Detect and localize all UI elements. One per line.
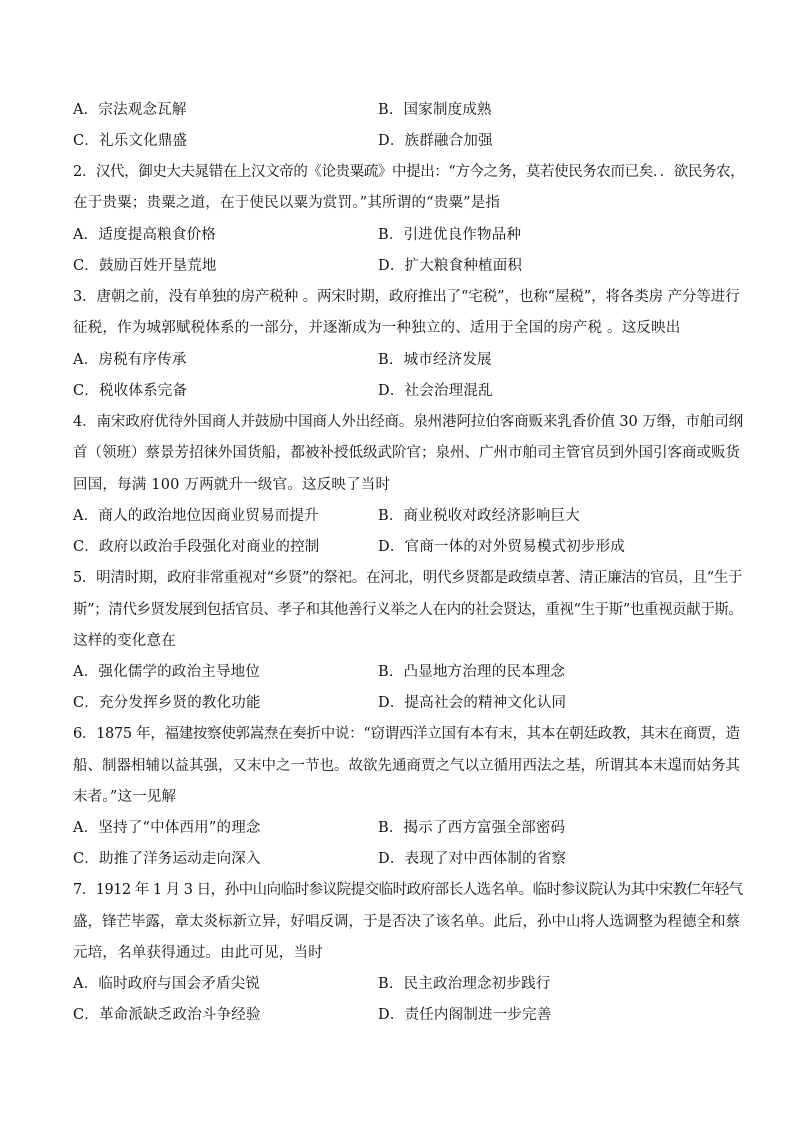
q2-option-d: D．扩大粮食种植面积: [378, 258, 523, 274]
q1-option-a: A．宗法观念瓦解: [73, 102, 187, 118]
q6-stem-line-1: 6．1875 年，福建按察使郭嵩焘在奏折中说：“窃谓西洋立国有本有末，其本在朝廷政教，其末在商贾，造: [73, 726, 740, 742]
q7-stem-line-3: 元培，名单获得通过。由此可见，当时: [73, 945, 323, 961]
q3-option-b: B．城市经济发展: [378, 352, 492, 368]
q6-stem-line-2: 船、制器相辅以益其强，又末中之一节也。故欲先通商贾之气以立循用西法之基，所谓其本末遑而姑务其: [73, 758, 740, 774]
q3-option-c: C．税收体系完备: [73, 383, 188, 399]
q5-stem-line-2: 斯”；清代乡贤发展到包括官员、孝子和其他善行义举之人在内的社会贤达，重视“生于斯”也重视贡献于斯。: [73, 602, 743, 618]
q5-option-c: C．充分发挥乡贤的教化功能: [73, 695, 261, 711]
q4-option-a: A．商人的政治地位因商业贸易而提升: [73, 508, 319, 524]
q5-stem-line-3: 这样的变化意在: [73, 633, 176, 649]
q2-option-b: B．引进优良作物品种: [378, 227, 522, 243]
q6-option-b: B．揭示了西方富强全部密码: [378, 820, 566, 836]
q6-option-a: A．坚持了“中体西用”的理念: [73, 820, 261, 836]
q2-option-a: A．适度提高粮食价格: [73, 227, 216, 243]
q2-stem-line-2: 在于贵粟；贵粟之道，在于使民以粟为赏罚。”其所谓的“贵粟”是指: [73, 195, 501, 211]
q4-stem-line-3: 回国，每满 100 万两就升一级官。这反映了当时: [73, 477, 391, 493]
q7-stem-line-2: 盛，锋芒毕露，章太炎标新立异，好唱反调，于是否决了该名单。此后，孙中山将人选调整为程德全和蔡: [73, 914, 740, 930]
q4-option-b: B．商业税收对政经济影响巨大: [378, 508, 580, 524]
q7-option-d: D．责任内阁制进一步完善: [378, 1007, 552, 1023]
q5-option-b: B．凸显地方治理的民本理念: [378, 664, 566, 680]
q2-stem-line-1: 2．汉代，御史大夫晁错在上汉文帝的《论贵粟疏》中提出：“方今之务，莫若使民务农而已矣．．欲民务农，: [73, 164, 745, 180]
q5-stem-line-1: 5．明清时期，政府非常重视对“乡贤”的祭祀。在河北，明代乡贤都是政绩卓著、清正廉洁的官员，且“生于: [73, 570, 743, 586]
q2-option-c: C．鼓励百姓开垦荒地: [73, 258, 217, 274]
q7-option-a: A．临时政府与国会矛盾尖锐: [73, 976, 261, 992]
q4-stem-line-2: 首（领班）蔡景芳招徕外国货船，都被补授低级武阶官；泉州、广州市舶司主管官员到外国引客商或贩货: [73, 445, 740, 461]
q1-option-c: C．礼乐文化鼎盛: [73, 133, 188, 149]
q4-option-c: C．政府以政治手段强化对商业的控制: [73, 539, 320, 555]
q3-option-a: A．房税有序传承: [73, 352, 187, 368]
q5-option-a: A．强化儒学的政治主导地位: [73, 664, 261, 680]
q7-stem-line-1: 7．1912 年 1 月 3 日，孙中山向临时参议院提交临时政府部长人选名单。临时参议院认为其中宋教仁年轻气: [73, 882, 743, 898]
q6-option-c: C．助推了洋务运动走向深入: [73, 851, 261, 867]
q3-stem-line-2: 征税，作为城郭赋税体系的一部分，并逐渐成为一种独立的、适用于全国的房产税 。这反映出: [73, 320, 681, 336]
q3-option-d: D．社会治理混乱: [378, 383, 493, 399]
q4-option-d: D．官商一体的对外贸易模式初步形成: [378, 539, 626, 555]
q1-option-b: B．国家制度成熟: [378, 102, 492, 118]
q5-option-d: D．提高社会的精神文化认同: [378, 695, 567, 711]
q7-option-b: B．民主政治理念初步践行: [378, 976, 551, 992]
q6-stem-line-3: 末者。”这一见解: [73, 789, 177, 805]
q7-option-c: C．革命派缺乏政治斗争经验: [73, 1007, 261, 1023]
q1-option-d: D．族群融合加强: [378, 133, 493, 149]
q3-stem-line-1: 3．唐朝之前，没有单独的房产税种 。两宋时期，政府推出了“宅税”，也称“屋税”，将各类房 产分等进行: [73, 289, 740, 305]
q4-stem-line-1: 4．南宋政府优待外国商人并鼓励中国商人外出经商。泉州港阿拉伯客商贩来乳香价值 30 万缗，市舶司纲: [73, 414, 743, 430]
q6-option-d: D．表现了对中西体制的省察: [378, 851, 567, 867]
